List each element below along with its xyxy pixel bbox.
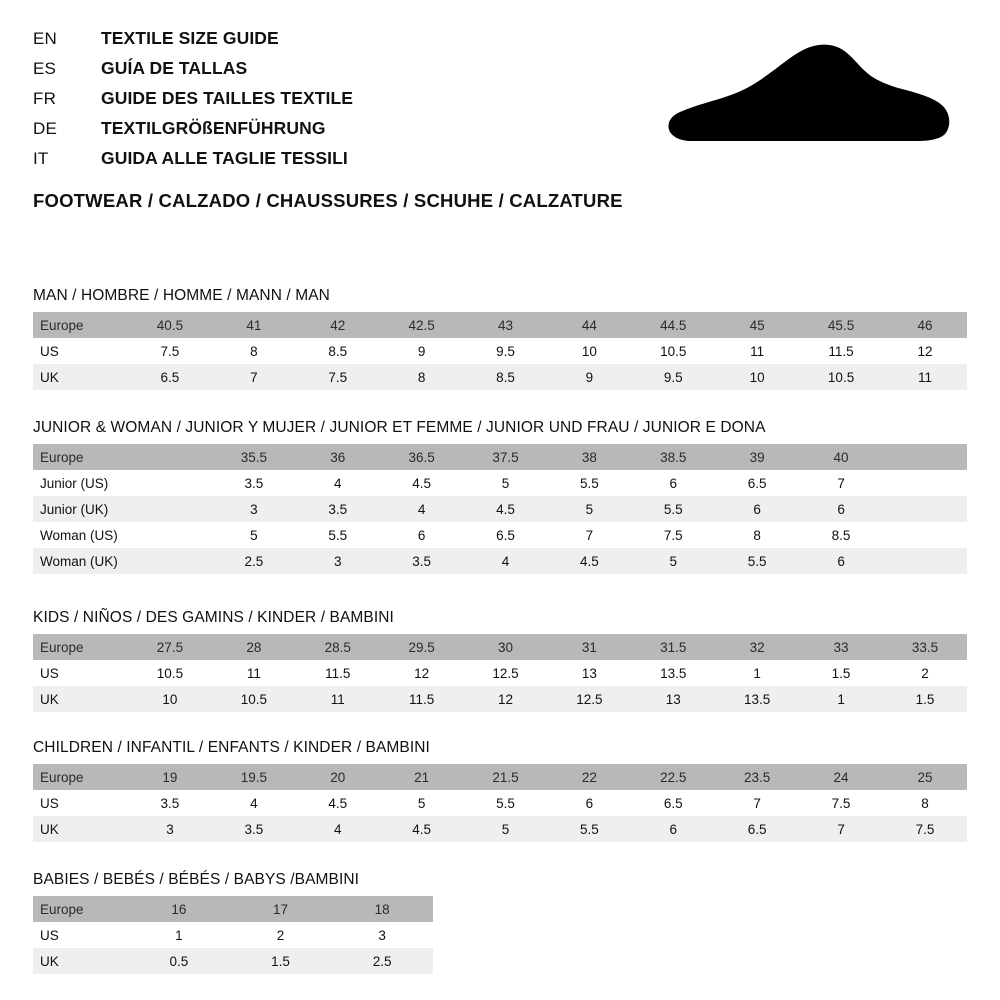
cell: 10.5 [128,660,212,686]
cell: 37.5 [464,444,548,470]
cell: 10 [715,364,799,390]
cell: 5 [212,522,296,548]
cell: 6.5 [128,364,212,390]
cell: 4.5 [380,470,464,496]
header-block [33,28,653,212]
cell: 42.5 [380,312,464,338]
cell: 3.5 [296,496,380,522]
cell: 4 [464,548,548,574]
cell: 10.5 [799,364,883,390]
cell: 8.5 [799,522,883,548]
cell: 5 [380,790,464,816]
cell: 7 [715,790,799,816]
cell: 8.5 [464,364,548,390]
cell: 6 [715,496,799,522]
language-title: GUÍA DE TALLAS [101,58,248,78]
cell [883,548,967,574]
dress-shoe-icon [662,38,952,163]
cell: 7.5 [631,522,715,548]
cell: 11.5 [380,686,464,712]
table-row [33,922,433,948]
cell: 41 [212,312,296,338]
cell: 7.5 [799,790,883,816]
cell: 8.5 [296,338,380,364]
language-row [33,88,653,118]
cell: 3.5 [212,816,296,842]
row-label: UK [33,816,128,842]
cell: 5.5 [296,522,380,548]
row-label: UK [33,686,128,712]
table-row [33,634,967,660]
cell: 8 [212,338,296,364]
cell: 12 [464,686,548,712]
language-code: DE [33,119,58,138]
cell [883,444,967,470]
table-row [33,660,967,686]
row-label: US [33,790,128,816]
table-row [33,470,967,496]
cell: 3.5 [128,790,212,816]
cell: 28.5 [296,634,380,660]
cell: 7 [799,816,883,842]
cell [128,470,212,496]
row-label: Europe [33,312,128,338]
cell: 11.5 [799,338,883,364]
language-code: EN [33,29,58,48]
table-row [33,364,967,390]
cell: 6.5 [715,470,799,496]
cell: 4.5 [380,816,464,842]
cell: 3 [212,496,296,522]
table-row [33,816,967,842]
cell: 9.5 [464,338,548,364]
cell: 1 [715,660,799,686]
cell: 13 [547,660,631,686]
cell: 7.5 [883,816,967,842]
cell: 36 [296,444,380,470]
cell: 5 [464,816,548,842]
cell: 10 [128,686,212,712]
cell: 4 [212,790,296,816]
cell [128,496,212,522]
cell: 13.5 [631,660,715,686]
cell: 4 [296,816,380,842]
section-man [33,287,967,390]
row-label: Europe [33,764,128,790]
cell: 1.5 [883,686,967,712]
language-title: TEXTILE SIZE GUIDE [101,28,279,48]
cell: 45 [715,312,799,338]
size-table-children [33,764,967,842]
language-title: GUIDA ALLE TAGLIE TESSILI [101,148,348,168]
section-kids [33,609,967,712]
cell: 21 [380,764,464,790]
cell: 12 [380,660,464,686]
row-label: Junior (US) [33,470,128,496]
cell: 1.5 [230,948,332,974]
cell: 7.5 [296,364,380,390]
cell: 11 [212,660,296,686]
cell: 10 [547,338,631,364]
row-label: Europe [33,634,128,660]
cell: 39 [715,444,799,470]
row-label: US [33,922,128,948]
cell: 11.5 [296,660,380,686]
cell: 6 [547,790,631,816]
cell: 1 [128,922,230,948]
cell [883,470,967,496]
cell: 22 [547,764,631,790]
row-label: Europe [33,896,128,922]
cell: 40.5 [128,312,212,338]
section-title: MAN / HOMBRE / HOMME / MANN / MAN [33,287,330,304]
cell: 5 [547,496,631,522]
cell: 31.5 [631,634,715,660]
size-table-babies [33,896,433,974]
section-babies [33,871,967,974]
section-junior-woman [33,419,967,574]
cell: 11 [715,338,799,364]
cell: 33 [799,634,883,660]
cell: 31 [547,634,631,660]
cell: 46 [883,312,967,338]
cell: 43 [464,312,548,338]
cell: 13 [631,686,715,712]
cell: 7 [799,470,883,496]
cell: 12.5 [547,686,631,712]
row-label: Woman (US) [33,522,128,548]
cell: 6.5 [631,790,715,816]
cell: 3.5 [212,470,296,496]
cell: 33.5 [883,634,967,660]
table-row [33,764,967,790]
cell: 24 [799,764,883,790]
category-line: FOOTWEAR / CALZADO / CHAUSSURES / SCHUHE / CALZATURE [33,190,623,211]
cell: 45.5 [799,312,883,338]
cell: 3 [331,922,433,948]
cell [128,522,212,548]
table-row [33,338,967,364]
cell: 9 [547,364,631,390]
cell: 32 [715,634,799,660]
table-row [33,496,967,522]
cell: 35.5 [212,444,296,470]
table-row [33,686,967,712]
cell: 22.5 [631,764,715,790]
cell: 9 [380,338,464,364]
table-row [33,790,967,816]
cell: 4.5 [296,790,380,816]
language-code: FR [33,89,57,108]
cell: 7 [547,522,631,548]
cell: 5.5 [547,470,631,496]
cell: 19 [128,764,212,790]
cell: 36.5 [380,444,464,470]
table-row [33,522,967,548]
cell: 17 [230,896,332,922]
language-row [33,148,653,178]
section-title: KIDS / NIÑOS / DES GAMINS / KINDER / BAMBINI [33,609,394,626]
table-row [33,896,433,922]
cell: 1 [799,686,883,712]
cell: 6 [799,496,883,522]
section-children [33,739,967,842]
cell: 38.5 [631,444,715,470]
cell: 6.5 [715,816,799,842]
cell: 0.5 [128,948,230,974]
language-code: IT [33,149,49,168]
cell: 11 [296,686,380,712]
cell: 8 [715,522,799,548]
cell: 5 [464,470,548,496]
cell: 8 [380,364,464,390]
language-title: TEXTILGRÖßENFÜHRUNG [101,118,326,138]
row-label: UK [33,364,128,390]
cell: 6.5 [464,522,548,548]
cell [128,548,212,574]
size-table-man [33,312,967,390]
cell: 19.5 [212,764,296,790]
cell: 40 [799,444,883,470]
size-table-junior-woman [33,444,967,574]
cell: 5 [631,548,715,574]
cell: 12.5 [464,660,548,686]
language-code: ES [33,59,57,78]
cell: 2 [230,922,332,948]
cell: 10.5 [212,686,296,712]
cell: 7.5 [128,338,212,364]
cell: 4.5 [547,548,631,574]
table-row [33,444,967,470]
cell: 2 [883,660,967,686]
cell: 20 [296,764,380,790]
table-row [33,948,433,974]
cell [883,522,967,548]
cell: 2.5 [212,548,296,574]
table-row [33,548,967,574]
cell [883,496,967,522]
cell: 4 [380,496,464,522]
cell: 28 [212,634,296,660]
row-label: Woman (UK) [33,548,128,574]
cell: 23.5 [715,764,799,790]
cell: 13.5 [715,686,799,712]
cell: 3 [296,548,380,574]
cell: 4.5 [464,496,548,522]
section-title: JUNIOR & WOMAN / JUNIOR Y MUJER / JUNIOR ET FEMME / JUNIOR UND FRAU / JUNIOR E DONA [33,419,766,436]
cell: 4 [296,470,380,496]
cell: 38 [547,444,631,470]
cell: 44.5 [631,312,715,338]
table-row [33,312,967,338]
cell: 7 [212,364,296,390]
row-label: US [33,660,128,686]
cell: 11 [883,364,967,390]
language-row [33,58,653,88]
row-label: US [33,338,128,364]
language-title: GUIDE DES TAILLES TEXTILE [101,88,354,108]
cell: 12 [883,338,967,364]
cell: 5.5 [715,548,799,574]
language-row [33,28,653,58]
cell: 30 [464,634,548,660]
cell: 16 [128,896,230,922]
cell: 5.5 [464,790,548,816]
row-label: UK [33,948,128,974]
cell: 6 [380,522,464,548]
cell: 2.5 [331,948,433,974]
row-label: Junior (UK) [33,496,128,522]
cell: 25 [883,764,967,790]
size-table-kids [33,634,967,712]
cell: 29.5 [380,634,464,660]
cell: 3 [128,816,212,842]
cell: 18 [331,896,433,922]
cell: 1.5 [799,660,883,686]
cell [128,444,212,470]
section-title: CHILDREN / INFANTIL / ENFANTS / KINDER / BAMBINI [33,739,430,756]
cell: 6 [799,548,883,574]
cell: 21.5 [464,764,548,790]
cell: 8 [883,790,967,816]
cell: 10.5 [631,338,715,364]
cell: 6 [631,816,715,842]
cell: 3.5 [380,548,464,574]
section-title: BABIES / BEBÉS / BÉBÉS / BABYS /BAMBINI [33,871,360,888]
cell: 44 [547,312,631,338]
cell: 6 [631,470,715,496]
cell: 27.5 [128,634,212,660]
cell: 9.5 [631,364,715,390]
row-label: Europe [33,444,128,470]
cell: 42 [296,312,380,338]
cell: 5.5 [631,496,715,522]
language-row [33,118,653,148]
cell: 5.5 [547,816,631,842]
